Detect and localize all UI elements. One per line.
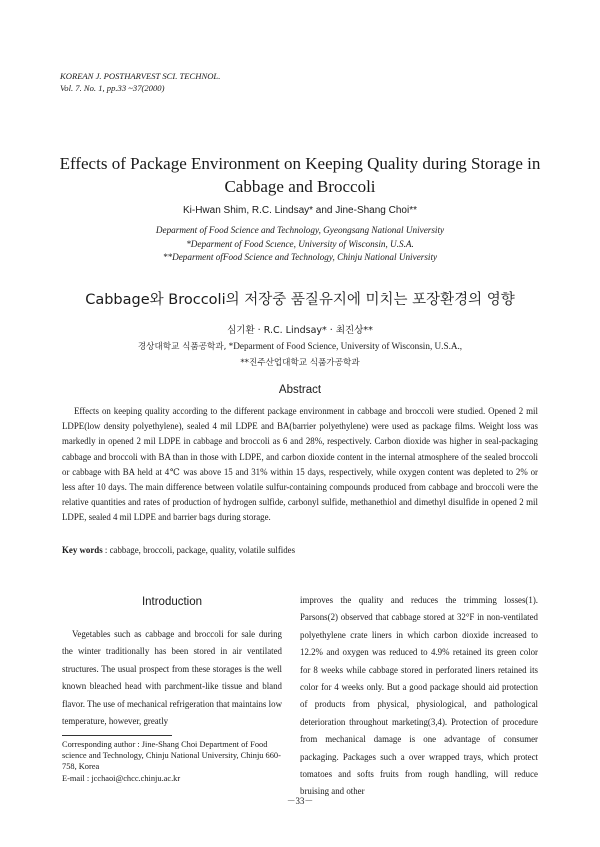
footnote-correspondence: Corresponding author : Jine-Shang Choi Department of Food science and Technology, Chinju National University, Chinju 660-758, Korea: [62, 740, 281, 772]
affiliations-en: [0, 224, 600, 265]
introduction-left-column: Vegetables such as cabbage and broccoli for sale during the winter traditionally has been stored in air ventilated structures. The usual prospect from these storages is the well known bleached head with parchment-like tissue and bland flavor. The use of mechanical refrigeration that maintains low temperature, however, greatly: [62, 629, 282, 727]
footnote-divider: [62, 735, 172, 736]
footnote-email: E-mail : jcchaoi@chcc.chinju.ac.kr: [62, 773, 181, 783]
keywords-label: Key words: [62, 545, 103, 555]
authors-en: Ki-Hwan Shim, R.C. Lindsay* and Jine-Shang Choi**: [182, 205, 417, 216]
keywords-text: : cabbage, broccoli, package, quality, volatile sulfides: [102, 545, 296, 555]
affiliation-ko-gyeongsang: 경상대학교 식품공학과,: [137, 342, 227, 352]
footnote: [62, 739, 287, 784]
authors-ko: 심기환 · R.C. Lindsay* · 최진상**: [227, 325, 373, 336]
abstract-heading: Abstract: [278, 384, 322, 396]
paper-title-en: Effects of Package Environment on Keeping Quality during Storage in Cabbage and Broccoli: [59, 154, 541, 196]
affiliation-3: **Deparment ofFood Science and Technology, Chinju National University: [162, 252, 438, 262]
affiliations-ko: [0, 338, 600, 371]
affiliation-ko-wisconsin: *Deparment of Food Science, University of Wisconsin, U.S.A.,: [226, 341, 463, 351]
keywords: [62, 545, 295, 555]
journal-header: [60, 70, 220, 94]
affiliation-ko-line1: [0, 338, 600, 355]
paper-title-ko: Cabbage와 Broccoli의 저장중 품질유지에 미치는 포장환경의 영향: [85, 292, 515, 308]
affiliation-1: Deparment of Food Science and Technology, Gyeongsang National University: [155, 225, 445, 235]
affiliation-ko-line2: **진주산업대학교 식품가공학과: [240, 358, 360, 368]
journal-name: KOREAN J. POSTHARVEST SCI. TECHNOL.: [60, 71, 221, 81]
affiliation-2: *Deparment of Food Scıence, University of Wisconsin, U.S.A.: [186, 238, 414, 249]
introduction-right-column: improves the quality and reduces the trimming losses(1). Parsons(2) observed that cabbage stored at 32°F in non-ventilated polyethylene crate liners in which carbon dioxide increased to 12.2% and oxygen was reduced to 4.9% retained its green color for 8 weeks while cabbage stored in perforated liners retained its color for 4 weeks only. But a good package should aid protection of products from physical, physiological, and pathological deterioration throughout marketing(3,4). Protection of procedure from mechanical damage is one advantage of consumer packaging. Packages such a over wrapped trays, which protect tomatoes and softs fruits from rough handling, will reduce bruising and other: [300, 595, 538, 797]
page-number: －33－: [286, 796, 314, 806]
journal-volume: Vol. 7. No. 1, pp.33 ~37(2000): [60, 83, 165, 93]
introduction-heading: Introduction: [141, 596, 203, 608]
abstract-body: Effects on keeping quality according to the different package environment in cabbage and broccoli were studied. Opened 2 mil LDPE(low density polyethylene), sealed 4 mil LDPE and BA(barrier polyethylene) were used as package films. Weight loss was markedly in opened 2 mil LDPE in cabbage and broccoli as 6 and 28%, respectively. Carbon dioxide was higher in seal-packaging cabbage and broccoli with BA than in those with LDPE, and carbon dioxide content in the internal atmosphere of the sealed broccoli or cabbage with BA held at 4℃ was above 15 and 31% within 15 days, respectively, while oxygen content was depleted to 2% or less after 10 days. The main difference between volatile sulfur-containing compounds produced from cabbage and broccoli were the relative quantities and rates of production of hydrogen sulfide, carbonyl sulfide, methanethiol and dimethyl disulfide in opened 2 mil LDPE, sealed 4 mil LDPE and barrier bags during storage.: [62, 406, 538, 523]
